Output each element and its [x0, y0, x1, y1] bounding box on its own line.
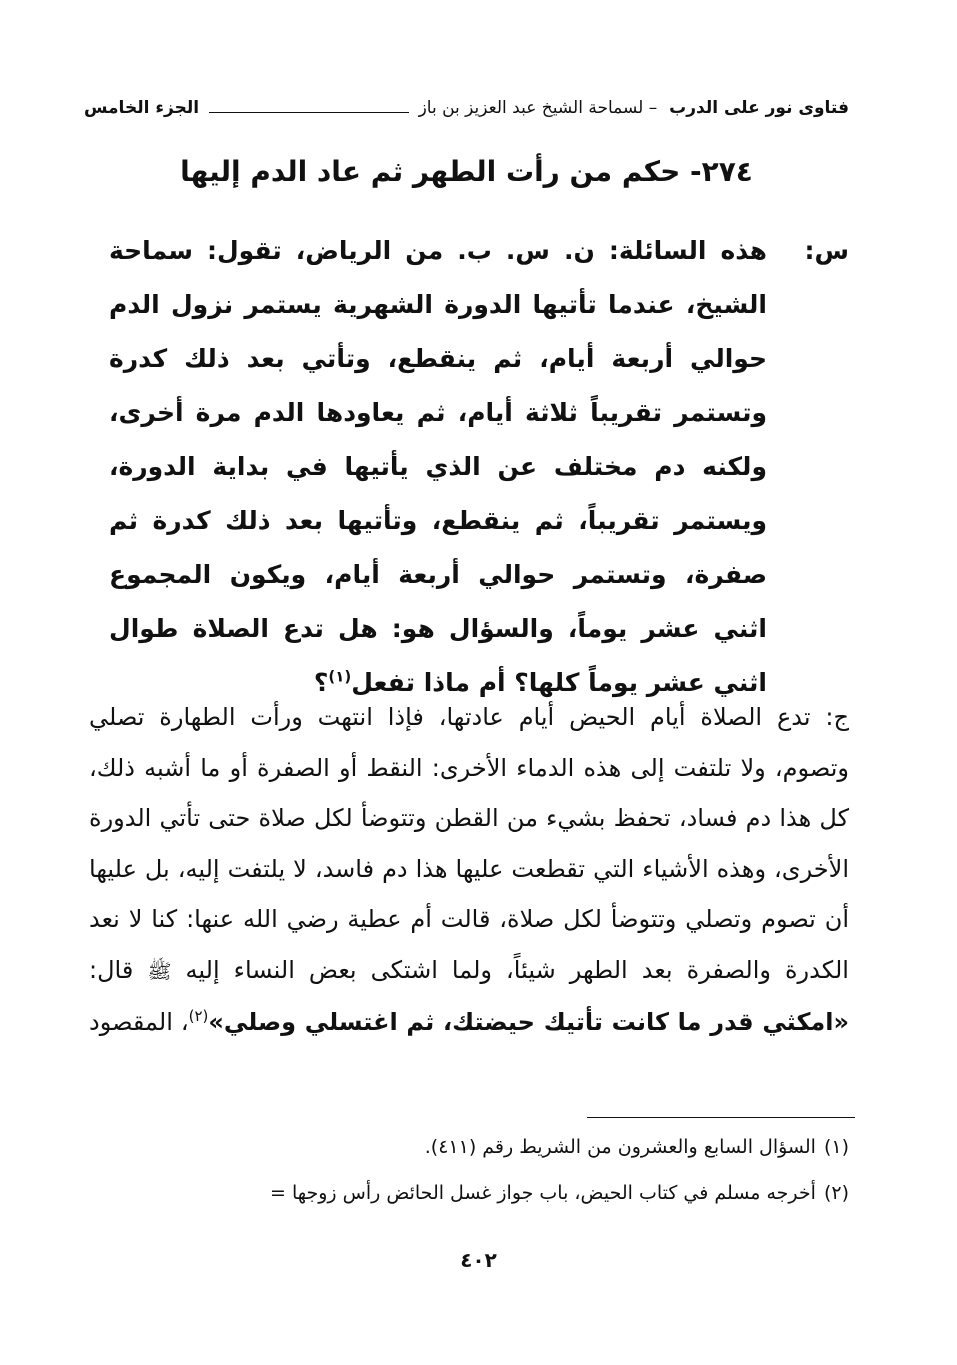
header-book-group [419, 98, 849, 118]
hadith-quote: «امكثي قدر ما كانت تأتيك حيضتك، ثم اغتسلي وصلي» [208, 1007, 849, 1036]
header-rule [209, 112, 409, 113]
header-author: – لسماحة الشيخ عبد العزيز بن باز [418, 98, 658, 118]
answer-said: قال: [89, 955, 134, 984]
header-part: الجزء الخامس [84, 98, 200, 118]
question-label: س: [804, 236, 849, 265]
salutation-glyph: ﷺ [147, 958, 172, 983]
running-header [84, 92, 849, 124]
footnote-number: (١) [823, 1136, 849, 1158]
answer-footnote-ref: (٢) [188, 1006, 209, 1025]
question-block [109, 224, 849, 710]
footnote-item [89, 1170, 849, 1216]
footnote-number: (٢) [823, 1182, 849, 1204]
footnote-text: السؤال السابع والعشرون من الشريط رقم (٤١١). [424, 1136, 816, 1158]
footnote-item [89, 1124, 849, 1170]
footnote-separator [587, 1117, 855, 1118]
footnotes [89, 1124, 849, 1216]
question-body [109, 224, 767, 710]
footnote-text: أخرجه مسلم في كتاب الحيض، باب جواز غسل الحائض رأس زوجها = [270, 1182, 816, 1204]
answer-text: تدع الصلاة أيام الحيض أيام عادتها، فإذا انتهت ورأت الطهارة تصلي وتصوم، ولا تلتفت إلى هذه الدماء الأخرى: النقط أو الصفرة أو ما أشبه ذلك، كل هذا دم فساد، تحفظ بشيء من القطن وتتوضأ لكل صلاة حتى تأتي الدورة الأخرى، وهذه الأشياء التي تقطعت عليها هذا دم فاسد، لا يلتفت إليه، بل عليها أن تصوم وتصلي وتتوضأ لكل صلاة، قالت أم عطية رضي الله عنها: كنا لا نعد الكدرة والصفرة بعد الطهر شيئاً، ولما اشتكى بعض النساء إليه [89, 703, 849, 984]
answer-block [89, 692, 849, 1047]
question-footnote-ref: (١) [328, 667, 352, 686]
question-end-mark: ؟ [313, 668, 329, 697]
page-number: ٤٠٢ [460, 1248, 497, 1272]
header-book-title: فتاوى نور على الدرب [669, 98, 849, 118]
answer-continuation: ، المقصود [89, 1007, 189, 1036]
question-text: هذه السائلة: ن. س. ب. من الرياض، تقول: سماحة الشيخ، عندما تأتيها الدورة الشهرية يستمر نزول الدم حوالي أربعة أيام، ثم ينقطع، وتأتي بعد ذلك كدرة وتستمر تقريباً ثلاثة أيام، ثم يعاودها الدم مرة أخرى، ولكنه دم مختلف عن الذي يأتيها في بداية الدورة، ويستمر تقريباً، ثم ينقطع، وتأتيها بعد ذلك كدرة ثم صفرة، وتستمر حوالي أربعة أيام، ويكون المجموع اثني عشر يوماً، والسؤال هو: هل تدع الصلاة طوال اثني عشر يوماً كلها؟ أم ماذا تفعل [109, 236, 767, 697]
fatwa-title: ٢٧٤- حكم من رأت الطهر ثم عاد الدم إليها [180, 155, 753, 188]
answer-label: ج: [825, 703, 849, 731]
